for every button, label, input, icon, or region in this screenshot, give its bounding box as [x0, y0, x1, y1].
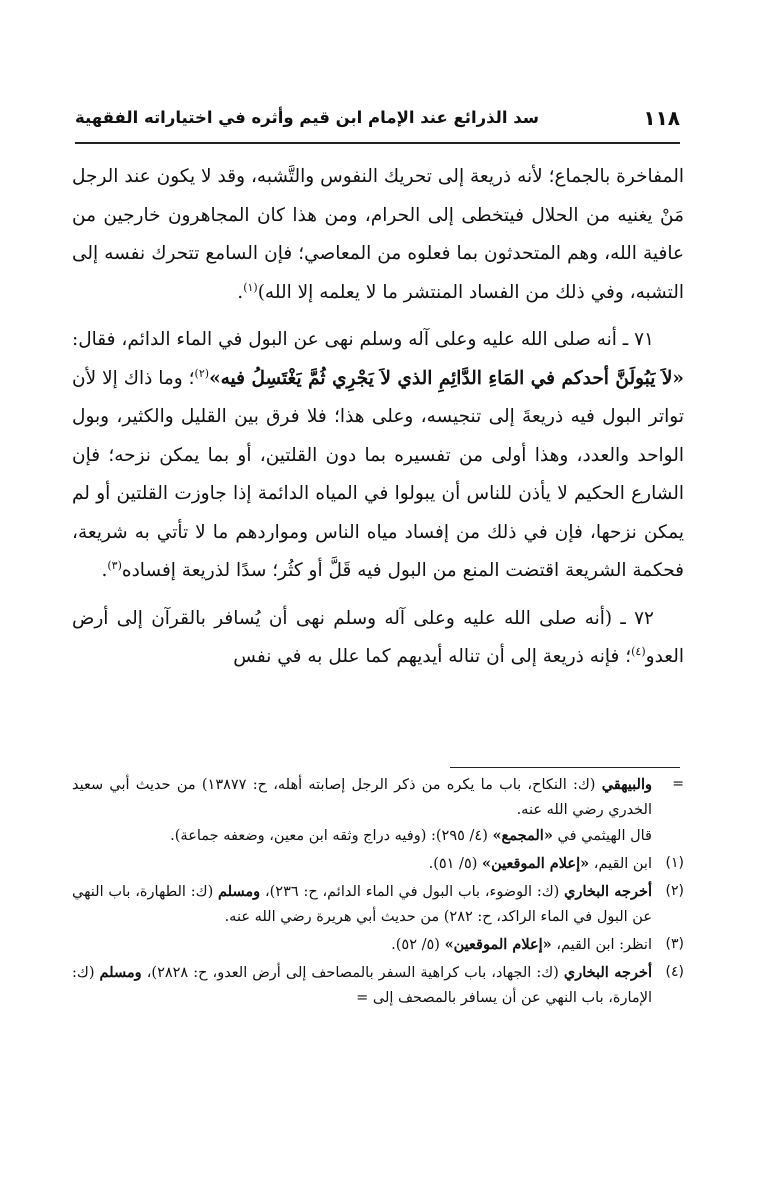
- paragraph-72: [72, 600, 684, 677]
- footnote-continuation-line2-end: (٤/ ٢٩٥): (وفيه دراج وثقه ابن معين، وضعفه جماعة).: [170, 828, 493, 844]
- page-number: ١١٨: [643, 106, 680, 130]
- footnote-3: [72, 932, 684, 958]
- paragraph-71-end: .: [101, 560, 108, 581]
- footnote-ref-1: (١): [243, 280, 258, 294]
- paragraph-1: [72, 158, 684, 312]
- paragraph-72-intro: ٧٢ ـ (أنه صلى الله عليه وعلى آله وسلم نهى أن يُسافر بالقرآن إلى أرض العدو: [72, 607, 684, 667]
- footnote-1-text: ابن القيم،: [589, 856, 652, 872]
- footnote-4-marker: (٤): [665, 964, 684, 980]
- running-title: سد الذرائع عند الإمام ابن قيم وأثره في اختياراته الفقهية: [75, 108, 540, 127]
- footnote-2-text-1: (ك: الوضوء، باب البول في الماء الدائم، ح: ٢٣٦)،: [260, 884, 565, 900]
- footnote-continuation-text: (ك: النكاح، باب ما يكره من ذكر الرجل إصابته أهله، ح: ١٣٨٧٧) من حديث أبي سعيد الخدري رضي الله عنه.: [72, 777, 652, 818]
- footnotes: [72, 772, 684, 1013]
- footnote-ref-4: (٤): [631, 644, 646, 658]
- footnote-1: [72, 851, 684, 877]
- footnote-ref-2: (٢): [194, 366, 210, 380]
- footnote-continuation: [72, 772, 684, 849]
- footnote-1-marker: (١): [665, 855, 684, 871]
- paragraph-72-body: ؛ فإنه ذريعة إلى أن تناله أيديهم كما علل به في نفس: [233, 646, 632, 667]
- footnote-3-ref: (٥/ ٥٢).: [391, 937, 445, 953]
- footnote-3-text: انظر: ابن القيم،: [551, 937, 652, 953]
- footnote-2: [72, 879, 684, 930]
- paragraph-71: [72, 321, 684, 591]
- hadith-quote: «لاَ يَبُولَنَّ أحدكم في المَاءِ الدَّائِمِ الذي لاَ يَجْرِي ثُمَّ يَغْتَسِلُ فيه»: [209, 367, 684, 389]
- footnote-continuation-line2: قال الهيثمي في: [552, 828, 652, 844]
- footnote-4-source-1: أخرجه البخاري: [563, 964, 653, 981]
- paragraph-71-body: ؛ وما ذاك إلا لأن تواتر البول فيه ذريعةَ إلى تنجيسه، وعلى هذا؛ فلا فرق بين القليل والكثير، وبول الواحد والعدد، وهذا أولى من تفسيره بما دون القلتين، أو بما يمكن نزحه؛ فإن الشارع الحكيم لا يأذن للناس أن يبولوا في المياه الدائمة إذا جاوزت القلتين أو لم يمكن نزحها، فإن في ذلك من إفساد مياه الناس ومواردهم ما لا تأتي به شريعة، فحكمة الشريعة اقتضت المنع من البول فيه قَلَّ أو كثُر؛ سدًا لذريعة إفساده: [72, 367, 684, 581]
- footnote-2-source-1: أخرجه البخاري: [564, 883, 653, 900]
- footnote-2-text-2: (ك: الطهارة، باب النهي عن البول في الماء الراكد، ح: ٢٨٢) من حديث أبي هريرة رضي الله عنه.: [72, 884, 652, 925]
- footnote-rule: [450, 767, 680, 768]
- source-title: «المجمع»: [492, 827, 553, 844]
- paragraph-1-end: .: [237, 281, 244, 303]
- continuation-marker: =: [672, 776, 684, 792]
- footnote-3-marker: (٣): [665, 936, 684, 952]
- header-rule: [75, 142, 680, 144]
- footnote-4-source-2: ومسلم: [99, 964, 142, 981]
- main-text: [72, 158, 684, 677]
- footnote-ref-3: (٣): [107, 558, 122, 572]
- footnote-2-source-2: ومسلم: [218, 883, 261, 900]
- paragraph-71-intro: ٧١ ـ أنه صلى الله عليه وعلى آله وسلم نهى عن البول في الماء الدائم، فقال:: [72, 329, 654, 350]
- source-name: والبيهقي: [601, 776, 652, 793]
- paragraph-1-text: المفاخرة بالجماع؛ لأنه ذريعة إلى تحريك النفوس والتَّشبه، وقد لا يكون عند الرجل مَنْ يغنيه من الحلال فيتخطى إلى الحرام، ومن هذا كان المجاهرون خارجين من عافية الله، وهم المتحدثون بما فعلوه من المعاصي؛ فإن السامع تتحرك نفسه إلى التشبه، وفي ذلك من الفساد المنتشر ما لا يعلمه إلا الله): [72, 166, 684, 303]
- footnote-1-ref: (٥/ ٥١).: [428, 856, 483, 872]
- footnote-4-text-1: (ك: الجهاد، باب كراهية السفر بالمصاحف إلى أرض العدو، ح: ٢٨٢٨)،: [141, 965, 564, 981]
- page-header: [75, 100, 680, 140]
- footnote-4: [72, 960, 684, 1011]
- footnote-4-text-2: (ك: الإمارة، باب النهي عن أن يسافر بالمصحف إلى =: [72, 965, 652, 1006]
- footnote-1-title: «إعلام الموقعين»: [482, 855, 590, 872]
- footnote-2-marker: (٢): [665, 883, 684, 899]
- footnote-3-title: «إعلام الموقعين»: [444, 936, 552, 953]
